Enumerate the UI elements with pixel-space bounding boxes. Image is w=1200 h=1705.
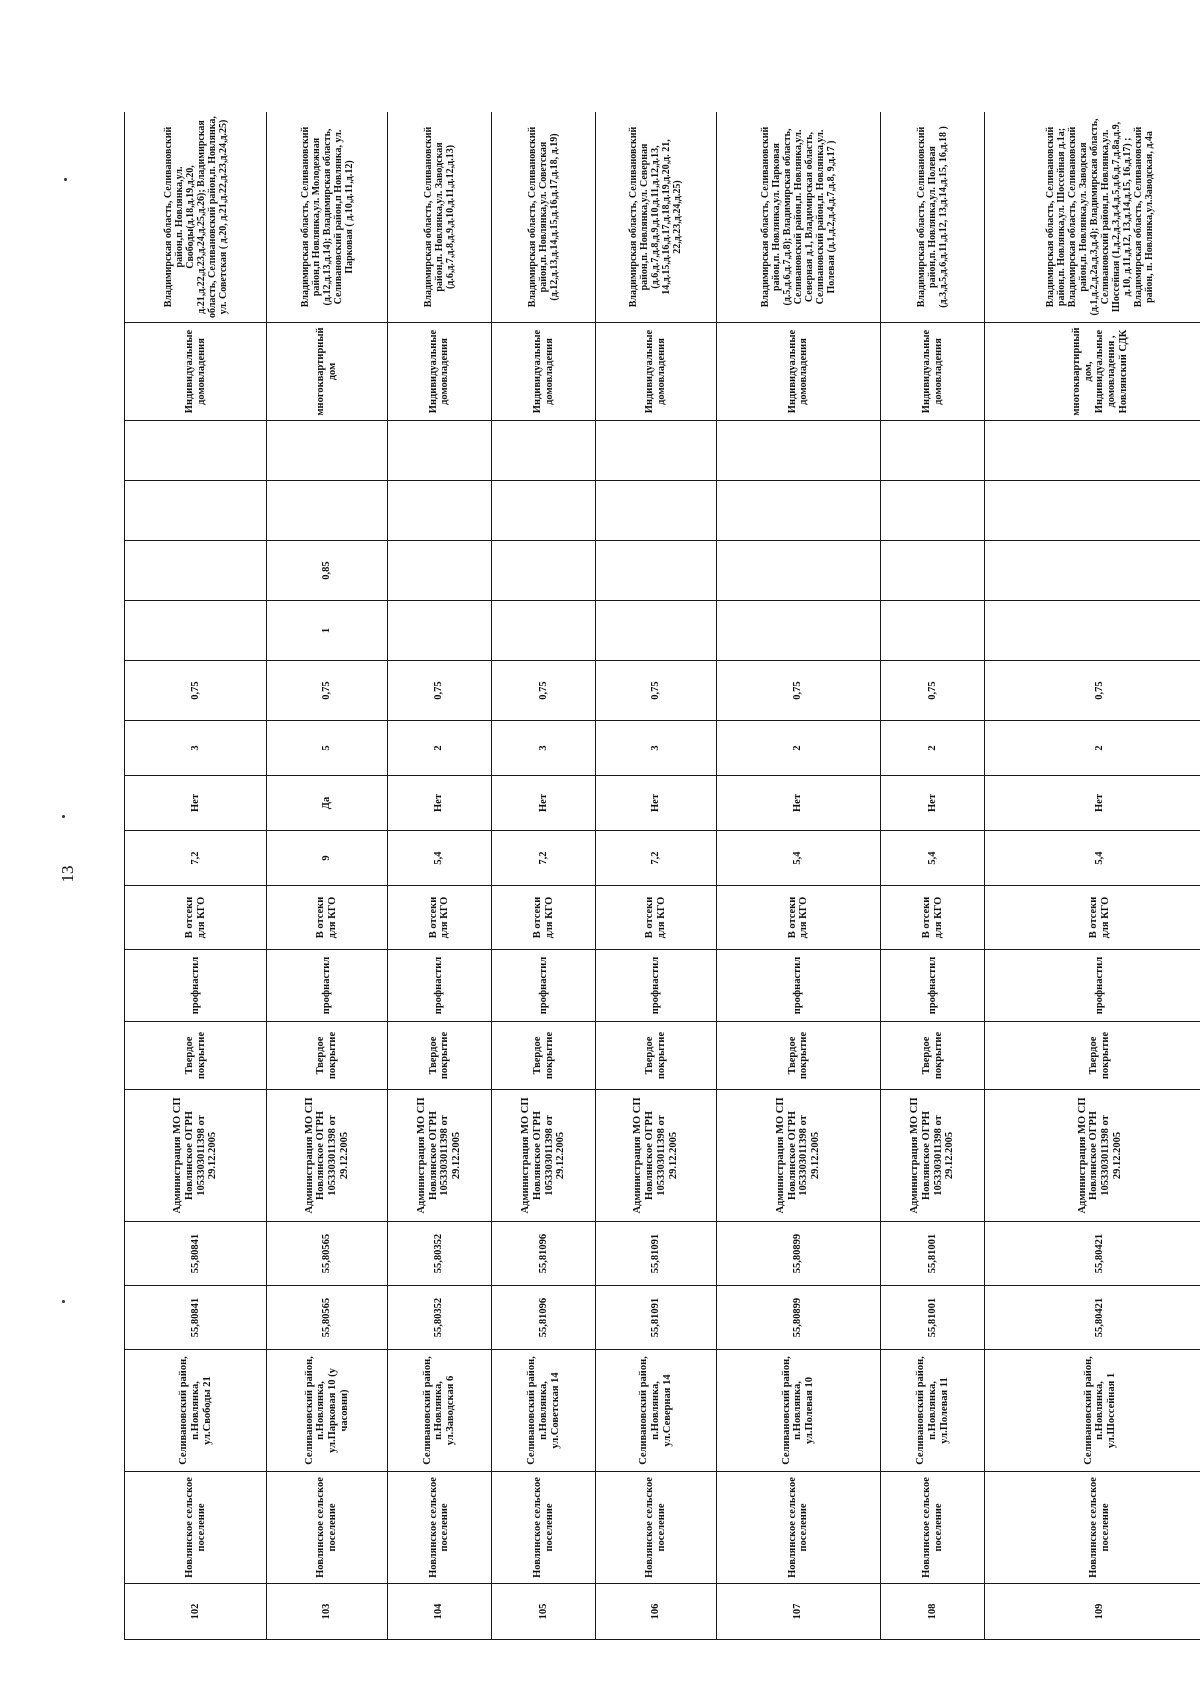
containers-count-cell: 2 — [387, 721, 491, 776]
settlement-cell: Новлянское сельское поселение — [716, 1472, 880, 1584]
planned-volume-cell — [125, 421, 267, 481]
fence-cell: профнастил — [492, 950, 596, 1022]
surface-cell: Твердое покрытие — [881, 1022, 985, 1090]
bunkers-count-cell: 1 — [267, 601, 387, 661]
bunkers-volume-cell — [881, 541, 985, 601]
row-number: 102 — [125, 1584, 267, 1640]
planned-volume-cell — [985, 421, 1200, 481]
bunkers-volume-cell — [596, 541, 716, 601]
bunkers-count-cell — [716, 601, 880, 661]
latitude-cell: 55,80841 — [125, 1286, 267, 1350]
settlement-cell: Новлянское сельское поселение — [387, 1472, 491, 1584]
latitude-cell: 55,80899 — [716, 1286, 880, 1350]
source-type-cell: Индивидуальные домовладения — [492, 323, 596, 421]
fence-cell: профнастил — [267, 950, 387, 1022]
shed-cell: Нет — [492, 776, 596, 831]
location-cell: Селивановский район, п.Новлянка, ул.Полевая 10 — [716, 1350, 880, 1472]
row-number: 108 — [881, 1584, 985, 1640]
planned-count-cell — [387, 481, 491, 541]
planned-volume-cell — [492, 421, 596, 481]
surface-cell: Твердое покрытие — [387, 1022, 491, 1090]
source-type-cell: Индивидуальные домовладения — [125, 323, 267, 421]
containers-count-cell: 3 — [492, 721, 596, 776]
placement-cell: В отсеки для КГО — [125, 886, 267, 950]
planned-volume-cell — [596, 421, 716, 481]
scan-speck — [64, 178, 67, 181]
fence-cell: профнастил — [985, 950, 1200, 1022]
source-type-cell: Индивидуальные домовладения — [387, 323, 491, 421]
longitude-cell: 55,80421 — [985, 1222, 1200, 1286]
planned-volume-cell — [881, 421, 985, 481]
area-cell: 5,4 — [881, 831, 985, 886]
placement-cell: В отсеки для КГО — [387, 886, 491, 950]
surface-cell: Твердое покрытие — [125, 1022, 267, 1090]
owner-cell: Администрация МО СП Новлянское ОГРН 1053303011398 от 29.12.2005 — [492, 1090, 596, 1222]
containers-volume-cell: 0,75 — [596, 661, 716, 721]
bunkers-volume-cell — [716, 541, 880, 601]
settlement-cell: Новлянское сельское поселение — [125, 1472, 267, 1584]
latitude-cell: 55,80421 — [985, 1286, 1200, 1350]
location-cell: Селивановский район, п.Новлянка, ул.Парковая 10 (у часовни) — [267, 1350, 387, 1472]
longitude-cell: 55,80565 — [267, 1222, 387, 1286]
owner-cell: Администрация МО СП Новлянское ОГРН 1053303011398 от 29.12.2005 — [267, 1090, 387, 1222]
served-addresses-cell: Владимирская область, Селивановский район,п. Новлянка,ул. Шоссейная д.1а; Владимирская область, Селивановский район,п. Новлянка,ул. Заводская (д.1,д.2,д.2а,д.3,д.4); Владимирская область, Селивановский район,п. Новлянка,ул. Шоссейная (1,д.2,д.3,д.4,д.5,д.6,д.7,д.8а,д.9, д.10, д.11,д.12, 13,д.14,д.15, 16,д.17) ; Владимирская область, Селивановский район, п. Новлянка,ул.Заводская, д.4а — [985, 112, 1200, 323]
bunkers-count-cell — [985, 601, 1200, 661]
served-addresses-cell: Владимирская область, Селивановский район,п. Новлянка,ул. Советская (д.12,д.13,д.14,д.15,д.16,д.17,д.18, д.19) — [492, 112, 596, 323]
planned-count-cell — [716, 481, 880, 541]
planned-count-cell — [267, 481, 387, 541]
row-number: 103 — [267, 1584, 387, 1640]
settlement-cell: Новлянское сельское поселение — [881, 1472, 985, 1584]
location-cell: Селивановский район, п.Новлянка, ул.Полевая 11 — [881, 1350, 985, 1472]
placement-cell: В отсеки для КГО — [881, 886, 985, 950]
table-row — [125, 112, 267, 1640]
longitude-cell: 55,81091 — [596, 1222, 716, 1286]
bunkers-count-cell — [125, 601, 267, 661]
placement-cell: В отсеки для КГО — [267, 886, 387, 950]
surface-cell: Твердое покрытие — [985, 1022, 1200, 1090]
location-cell: Селивановский район, п.Новлянка, ул.Свободы 21 — [125, 1350, 267, 1472]
placement-cell: В отсеки для КГО — [985, 886, 1200, 950]
surface-cell: Твердое покрытие — [492, 1022, 596, 1090]
source-type-cell: Индивидуальные домовладения — [596, 323, 716, 421]
containers-volume-cell: 0,75 — [985, 661, 1200, 721]
owner-cell: Администрация МО СП Новлянское ОГРН 1053303011398 от 29.12.2005 — [881, 1090, 985, 1222]
surface-cell: Твердое покрытие — [596, 1022, 716, 1090]
latitude-cell: 55,81001 — [881, 1286, 985, 1350]
bunkers-volume-cell — [492, 541, 596, 601]
shed-cell: Нет — [596, 776, 716, 831]
shed-cell: Нет — [881, 776, 985, 831]
bunkers-volume-cell — [985, 541, 1200, 601]
bunkers-volume-cell: 0,85 — [267, 541, 387, 601]
fence-cell: профнастил — [596, 950, 716, 1022]
surface-cell: Твердое покрытие — [716, 1022, 880, 1090]
scan-speck — [62, 815, 65, 818]
containers-count-cell: 3 — [125, 721, 267, 776]
area-cell: 5,4 — [985, 831, 1200, 886]
table-viewport — [124, 112, 1200, 1640]
scan-speck — [62, 1300, 65, 1303]
owner-cell: Администрация МО СП Новлянское ОГРН 1053303011398 от 29.12.2005 — [125, 1090, 267, 1222]
latitude-cell: 55,81096 — [492, 1286, 596, 1350]
bunkers-count-cell — [596, 601, 716, 661]
longitude-cell: 55,81096 — [492, 1222, 596, 1286]
served-addresses-cell: Владимирская область, Селивановский район,п. Новлянка,ул. Свободы(д.18,д.19,д.20, д.21,д.22,д.23,д.24,д.25,д.26); Владимирская область, Селивановский район,п. Новлянка, ул. Советская ( д.20, д.21,д.22,д.23,д.24,д.25) — [125, 112, 267, 323]
served-addresses-cell: Владимирская область, Селивановский район,п. Новлянка,ул. Северная (д.6,д.7,д.8,д.9,д.10,д.11,д.12,д.13, 14,д.15,д.16,д.17,д.18,д.19,д.20,д. 21, 22,д.23,д.24,д.25) — [596, 112, 716, 323]
area-cell: 9 — [267, 831, 387, 886]
placement-cell: В отсеки для КГО — [596, 886, 716, 950]
area-cell: 7,2 — [492, 831, 596, 886]
fence-cell: профнастил — [125, 950, 267, 1022]
planned-count-cell — [492, 481, 596, 541]
containers-count-cell: 2 — [881, 721, 985, 776]
shed-cell: Нет — [125, 776, 267, 831]
shed-cell: Нет — [387, 776, 491, 831]
surface-cell: Твердое покрытие — [267, 1022, 387, 1090]
served-addresses-cell: Владимирская область, Селивановский район,п. Новлянка,ул. Полевая (д.3,д.5,д.6,д.11,д.12, 13,д.14,д.15, 16,д.18 ) — [881, 112, 985, 323]
page-number: 13 — [58, 865, 77, 883]
owner-cell: Администрация МО СП Новлянское ОГРН 1053303011398 от 29.12.2005 — [596, 1090, 716, 1222]
containers-volume-cell: 0,75 — [492, 661, 596, 721]
source-type-cell: Индивидуальные домовладения — [716, 323, 880, 421]
served-addresses-cell: Владимирская область, Селивановский район,п Новлянка,ул. Молодежная (д.12,д.13,д.14); Владимирская область, Селивановский район,п Новлянка, ул. Парковая ( д.10,д.11,д.12) — [267, 112, 387, 323]
containers-volume-cell: 0,75 — [125, 661, 267, 721]
table-row — [387, 112, 491, 1640]
area-cell: 7,2 — [596, 831, 716, 886]
area-cell: 5,4 — [387, 831, 491, 886]
bunkers-count-cell — [881, 601, 985, 661]
shed-cell: Нет — [716, 776, 880, 831]
planned-volume-cell — [267, 421, 387, 481]
location-cell: Селивановский район, п.Новлянка, ул.Советская 14 — [492, 1350, 596, 1472]
planned-volume-cell — [716, 421, 880, 481]
table-row — [267, 112, 387, 1640]
planned-count-cell — [125, 481, 267, 541]
settlement-cell: Новлянское сельское поселение — [985, 1472, 1200, 1584]
table-row — [881, 112, 985, 1640]
fence-cell: профнастил — [716, 950, 880, 1022]
row-number: 109 — [985, 1584, 1200, 1640]
containers-volume-cell: 0,75 — [387, 661, 491, 721]
containers-volume-cell: 0,75 — [881, 661, 985, 721]
table-row — [492, 112, 596, 1640]
table-row — [716, 112, 880, 1640]
planned-count-cell — [881, 481, 985, 541]
containers-count-cell: 2 — [985, 721, 1200, 776]
area-cell: 5,4 — [716, 831, 880, 886]
shed-cell: Нет — [985, 776, 1200, 831]
longitude-cell: 55,81001 — [881, 1222, 985, 1286]
source-type-cell: Индивидуальные домовладения — [881, 323, 985, 421]
table-row — [985, 112, 1200, 1640]
owner-cell: Администрация МО СП Новлянское ОГРН 1053303011398 от 29.12.2005 — [985, 1090, 1200, 1222]
bunkers-volume-cell — [125, 541, 267, 601]
served-addresses-cell: Владимирская область, Селивановский район,п. Новлянка,ул. Парковая (д.5,д.6,д.7,д.8); Владимирская область, Селивановский район,п. Новлянка,ул. Северная д.1, Владимирская область, Селивановский район,п. Новлянка,ул. Полевая (д.1,д.2,д.4,д.7,д.8, 9,д.17 ) — [716, 112, 880, 323]
location-cell: Селивановский район, п.Новлянка, ул.Заводская 6 — [387, 1350, 491, 1472]
row-number: 107 — [716, 1584, 880, 1640]
row-number: 104 — [387, 1584, 491, 1640]
containers-volume-cell: 0,75 — [267, 661, 387, 721]
longitude-cell: 55,80899 — [716, 1222, 880, 1286]
bunkers-count-cell — [492, 601, 596, 661]
placement-cell: В отсеки для КГО — [716, 886, 880, 950]
settlement-cell: Новлянское сельское поселение — [596, 1472, 716, 1584]
area-cell: 7,2 — [125, 831, 267, 886]
rotated-table-container — [124, 112, 1200, 1640]
fence-cell: профнастил — [387, 950, 491, 1022]
bunkers-count-cell — [387, 601, 491, 661]
latitude-cell: 55,80352 — [387, 1286, 491, 1350]
containers-count-cell: 2 — [716, 721, 880, 776]
waste-sites-register-table — [124, 112, 1200, 1640]
containers-count-cell: 5 — [267, 721, 387, 776]
planned-count-cell — [596, 481, 716, 541]
row-number: 106 — [596, 1584, 716, 1640]
settlement-cell: Новлянское сельское поселение — [267, 1472, 387, 1584]
location-cell: Селивановский район, п.Новлянка, ул.Шоссейная 1 — [985, 1350, 1200, 1472]
longitude-cell: 55,80352 — [387, 1222, 491, 1286]
placement-cell: В отсеки для КГО — [492, 886, 596, 950]
source-type-cell: многоквартирный дом — [267, 323, 387, 421]
longitude-cell: 55,80841 — [125, 1222, 267, 1286]
latitude-cell: 55,80565 — [267, 1286, 387, 1350]
table-row — [596, 112, 716, 1640]
row-number: 105 — [492, 1584, 596, 1640]
fence-cell: профнастил — [881, 950, 985, 1022]
settlement-cell: Новлянское сельское поселение — [492, 1472, 596, 1584]
bunkers-volume-cell — [387, 541, 491, 601]
shed-cell: Да — [267, 776, 387, 831]
containers-volume-cell: 0,75 — [716, 661, 880, 721]
served-addresses-cell: Владимирская область, Селивановский район,п. Новлянка,ул. Заводская (д.6,д.7,д.8,д.9,д.10,д.11,д.12,д.13) — [387, 112, 491, 323]
planned-volume-cell — [387, 421, 491, 481]
owner-cell: Администрация МО СП Новлянское ОГРН 1053303011398 от 29.12.2005 — [387, 1090, 491, 1222]
planned-count-cell — [985, 481, 1200, 541]
latitude-cell: 55,81091 — [596, 1286, 716, 1350]
owner-cell: Администрация МО СП Новлянское ОГРН 1053303011398 от 29.12.2005 — [716, 1090, 880, 1222]
source-type-cell: многоквартирный дом, Индивидуальные домовладения , Новлянский СДК — [985, 323, 1200, 421]
table-body — [125, 112, 1200, 1640]
containers-count-cell: 3 — [596, 721, 716, 776]
location-cell: Селивановский район, п.Новлянка, ул.Северная 14 — [596, 1350, 716, 1472]
